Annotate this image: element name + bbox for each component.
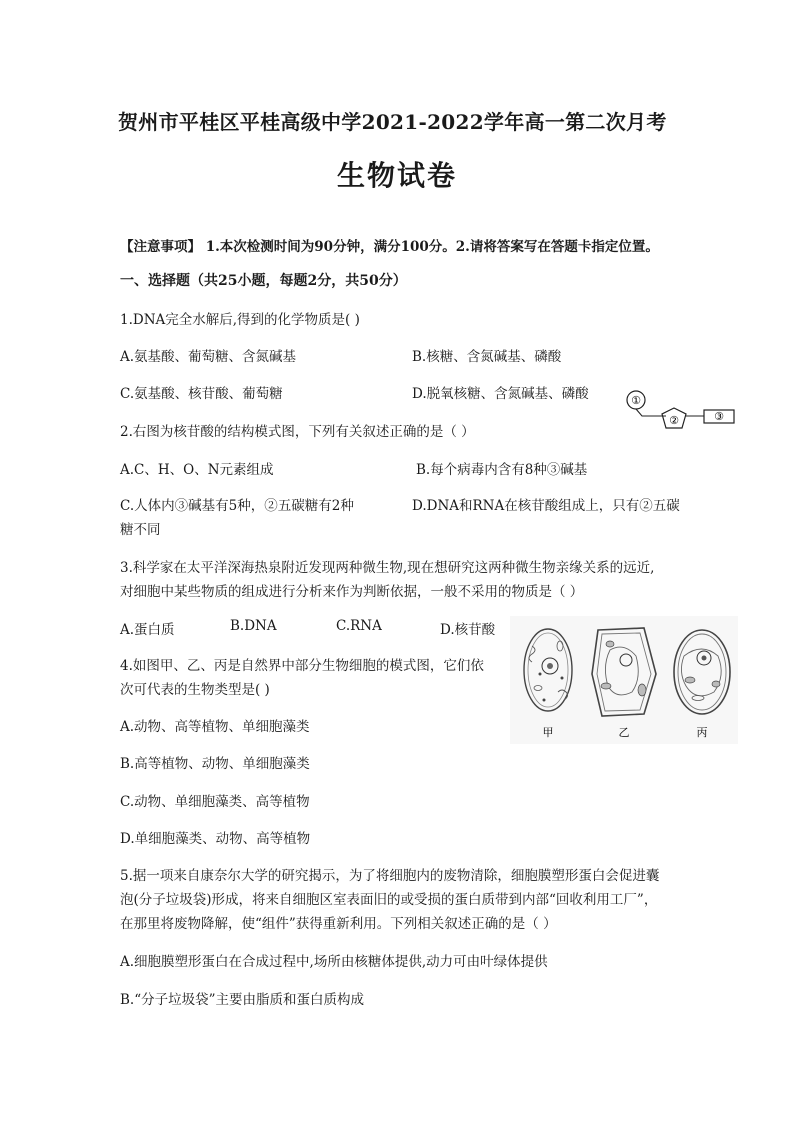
label-bing: 丙 [696, 726, 708, 739]
section-heading: 一、选择题（共25小题，每题2分，共50分） [120, 273, 407, 289]
q4-option-a: A.动物、高等植物、单细胞藻类 [120, 719, 310, 735]
exam-subtitle: 生物试卷 [336, 159, 457, 192]
q2-option-c: C.人体内③碱基有5种，②五碳糖有2种 [120, 498, 354, 514]
q4-option-d: D.单细胞藻类、动物、高等植物 [120, 831, 311, 847]
q1-option-d: D.脱氧核糖、含氮碱基、磷酸 [412, 386, 589, 402]
q3-option-a: A.蛋白质 [120, 622, 175, 638]
notice: 【注意事项】 1.本次检测时间为90分钟，满分100分。2.请将答案写在答题卡指定位置。 [120, 239, 659, 255]
q4-option-c: C.动物、单细胞藻类、高等植物 [120, 794, 310, 810]
cell-figure [510, 616, 738, 744]
q5-stem-line3: 在那里将废物降解，使“组件”获得重新利用。下列相关叙述正确的是（ ） [120, 916, 557, 932]
q1-option-b: B.核糖、含氮碱基、磷酸 [412, 349, 562, 365]
q5-stem-line2: 泡(分子垃圾袋)形成，将来自细胞区室表面旧的或受损的蛋白质带到内部“回收利用工厂”， [120, 892, 658, 908]
label-yi: 乙 [618, 726, 630, 739]
q1-option-c: C.氨基酸、核苷酸、葡萄糖 [120, 386, 283, 402]
exam-title: 贺州市平桂区平桂高级中学2021-2022学年高一第二次月考 [118, 110, 667, 134]
q4-stem-line2: 次可代表的生物类型是( ) [120, 682, 270, 698]
q1-stem: 1.DNA完全水解后,得到的化学物质是( ) [120, 312, 360, 328]
q2-stem: 2.右图为核苷酸的结构模式图，下列有关叙述正确的是（ ） [120, 424, 475, 440]
q5-option-b: B.“分子垃圾袋”主要由脂质和蛋白质构成 [120, 992, 365, 1008]
q2-option-a: A.C、H、O、N元素组成 [120, 462, 274, 478]
figure-background [510, 616, 738, 744]
q3-stem-line1: 3.科学家在太平洋深海热泉附近发现两种微生物,现在想研究这两种微生物亲缘关系的远近, [120, 560, 655, 576]
q3-option-d: D.核苷酸 [440, 622, 496, 638]
q3-stem-line2: 对细胞中某些物质的组成进行分析来作为判断依据，一般不采用的物质是（ ） [120, 584, 584, 600]
q5-option-a: A.细胞膜塑形蛋白在合成过程中,场所由核糖体提供,动力可由叶绿体提供 [120, 954, 548, 970]
q2-option-d-line2: 糖不同 [120, 522, 161, 538]
q5-stem-line1: 5.据一项来自康奈尔大学的研究揭示，为了将细胞内的废物清除，细胞膜塑形蛋白会促进囊 [120, 868, 660, 884]
nucleotide-diagram [620, 386, 740, 438]
q2-option-b: B.每个病毒内含有8种③碱基 [416, 462, 588, 478]
q3-option-c: C.RNA [336, 618, 382, 634]
q3-option-b: B.DNA [230, 618, 277, 634]
q2-option-d-line1: D.DNA和RNA在核苷酸组成上，只有②五碳 [412, 498, 680, 514]
q4-option-b: B.高等植物、动物、单细胞藻类 [120, 756, 310, 772]
label-jia: 甲 [542, 726, 554, 739]
diagram-label-2: ② [669, 414, 679, 427]
q1-option-a: A.氨基酸、葡萄糖、含氮碱基 [120, 349, 297, 365]
diagram-label-3: ③ [714, 410, 724, 423]
diagram-label-1: ① [631, 394, 641, 407]
diagram-bond-1 [636, 409, 666, 416]
q4-stem-line1: 4.如图甲、乙、丙是自然界中部分生物细胞的模式图，它们依 [120, 658, 484, 674]
